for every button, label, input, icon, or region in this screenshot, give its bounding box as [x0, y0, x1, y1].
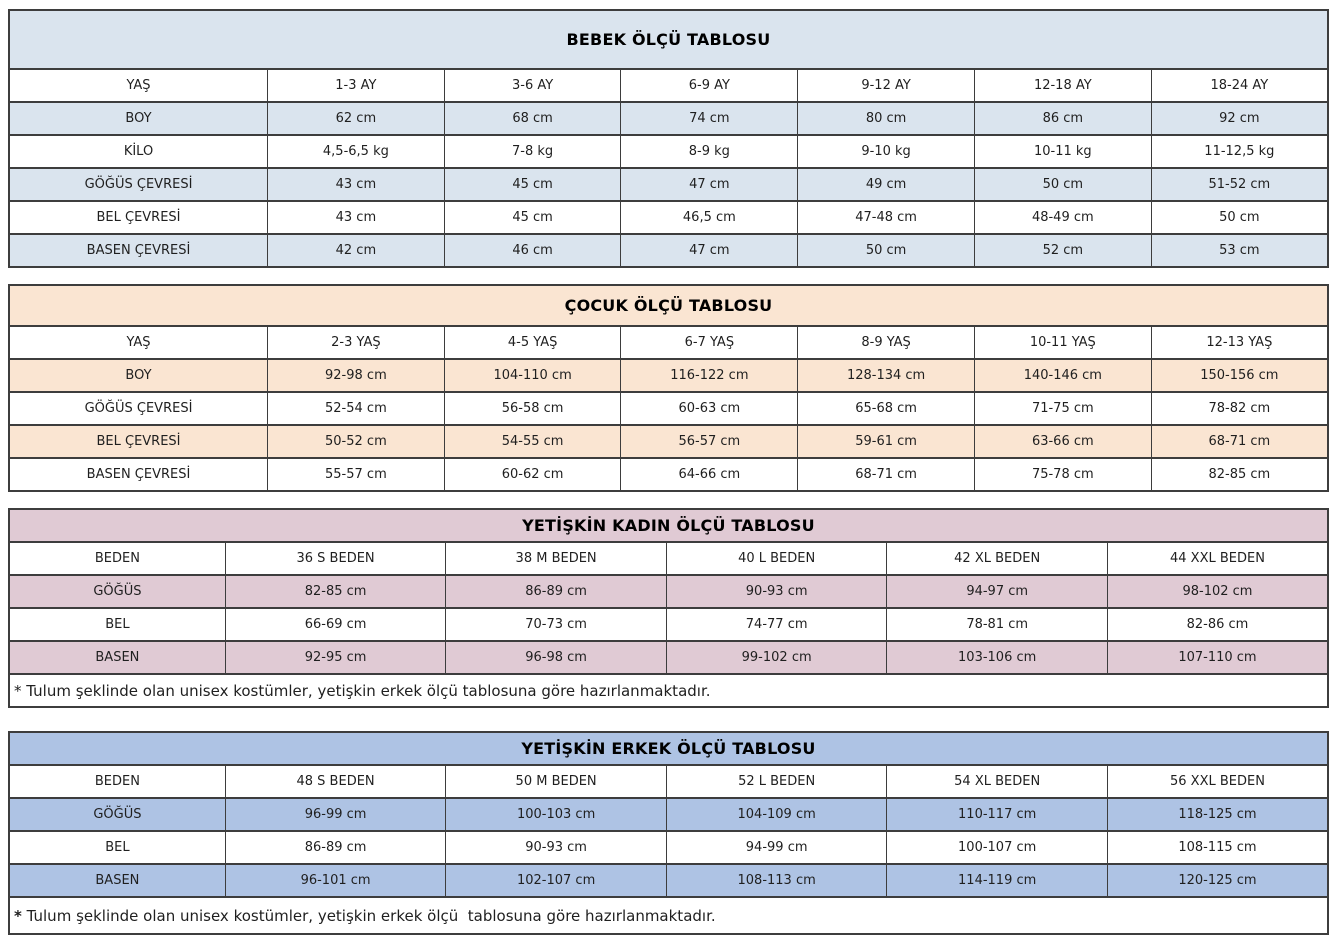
data-cell: 50 cm	[798, 234, 975, 267]
data-cell: 71-75 cm	[974, 392, 1151, 425]
data-cell: 90-93 cm	[666, 575, 887, 608]
table-row	[9, 135, 1328, 168]
data-cell: 50-52 cm	[268, 425, 445, 458]
data-cell: 54-55 cm	[444, 425, 621, 458]
column-header-row	[9, 69, 1328, 102]
column-header-cell: 18-24 AY	[1151, 69, 1328, 102]
column-header-cell: 2-3 YAŞ	[268, 326, 445, 359]
data-cell: 66-69 cm	[225, 608, 446, 641]
row-label-cell: BASEN ÇEVRESİ	[9, 458, 268, 491]
data-cell: 114-119 cm	[887, 864, 1108, 897]
data-cell: 92 cm	[1151, 102, 1328, 135]
table-row	[9, 864, 1328, 897]
data-cell: 110-117 cm	[887, 798, 1108, 831]
data-cell: 82-86 cm	[1107, 608, 1328, 641]
cocuk-olcu-table	[8, 284, 1329, 492]
table-row	[9, 359, 1328, 392]
column-header-cell: 56 XXL BEDEN	[1107, 765, 1328, 798]
note-cell	[9, 674, 1328, 707]
data-cell: 59-61 cm	[798, 425, 975, 458]
data-cell: 52 cm	[974, 234, 1151, 267]
row-label-cell: GÖĞÜS ÇEVRESİ	[9, 168, 268, 201]
table-yetiskin-kadin-olcu	[8, 508, 1329, 708]
data-cell: 68-71 cm	[798, 458, 975, 491]
column-header-cell: 3-6 AY	[444, 69, 621, 102]
data-cell: 60-63 cm	[621, 392, 798, 425]
row-label-column-header: YAŞ	[9, 69, 268, 102]
column-header-cell: 36 S BEDEN	[225, 542, 446, 575]
data-cell: 45 cm	[444, 201, 621, 234]
table-bebek-olcu	[8, 9, 1329, 268]
column-header-cell: 9-12 AY	[798, 69, 975, 102]
data-cell: 48-49 cm	[974, 201, 1151, 234]
table-row	[9, 831, 1328, 864]
data-cell: 49 cm	[798, 168, 975, 201]
data-cell: 108-113 cm	[666, 864, 887, 897]
data-cell: 92-98 cm	[268, 359, 445, 392]
data-cell: 43 cm	[268, 168, 445, 201]
table-row	[9, 425, 1328, 458]
data-cell: 98-102 cm	[1107, 575, 1328, 608]
data-cell: 68 cm	[444, 102, 621, 135]
row-label-cell: BASEN	[9, 864, 225, 897]
row-label-cell: BASEN	[9, 641, 225, 674]
data-cell: 74-77 cm	[666, 608, 887, 641]
data-cell: 7-8 kg	[444, 135, 621, 168]
row-label-column-header: BEDEN	[9, 765, 225, 798]
data-cell: 45 cm	[444, 168, 621, 201]
data-cell: 65-68 cm	[798, 392, 975, 425]
data-cell: 103-106 cm	[887, 641, 1108, 674]
column-header-cell: 4-5 YAŞ	[444, 326, 621, 359]
table-row	[9, 234, 1328, 267]
data-cell: 56-58 cm	[444, 392, 621, 425]
data-cell: 52-54 cm	[268, 392, 445, 425]
data-cell: 47 cm	[621, 234, 798, 267]
data-cell: 70-73 cm	[446, 608, 667, 641]
data-cell: 100-107 cm	[887, 831, 1108, 864]
data-cell: 104-110 cm	[444, 359, 621, 392]
column-header-cell: 48 S BEDEN	[225, 765, 446, 798]
data-cell: 51-52 cm	[1151, 168, 1328, 201]
table-title-row	[9, 509, 1328, 542]
column-header-cell: 8-9 YAŞ	[798, 326, 975, 359]
row-label-cell: GÖĞÜS	[9, 798, 225, 831]
data-cell: 96-101 cm	[225, 864, 446, 897]
row-label-cell: BEL ÇEVRESİ	[9, 201, 268, 234]
row-label-cell: GÖĞÜS ÇEVRESİ	[9, 392, 268, 425]
row-label-column-header: BEDEN	[9, 542, 225, 575]
data-cell: 94-99 cm	[666, 831, 887, 864]
data-cell: 107-110 cm	[1107, 641, 1328, 674]
data-cell: 90-93 cm	[446, 831, 667, 864]
row-label-cell: BOY	[9, 102, 268, 135]
data-cell: 74 cm	[621, 102, 798, 135]
data-cell: 4,5-6,5 kg	[268, 135, 445, 168]
note-row	[9, 897, 1328, 934]
data-cell: 104-109 cm	[666, 798, 887, 831]
table-row	[9, 392, 1328, 425]
row-label-cell: BOY	[9, 359, 268, 392]
data-cell: 120-125 cm	[1107, 864, 1328, 897]
data-cell: 46 cm	[444, 234, 621, 267]
column-header-cell: 40 L BEDEN	[666, 542, 887, 575]
data-cell: 47 cm	[621, 168, 798, 201]
data-cell: 10-11 kg	[974, 135, 1151, 168]
table-yetiskin-erkek-olcu	[8, 731, 1329, 935]
note-row	[9, 674, 1328, 707]
data-cell: 96-98 cm	[446, 641, 667, 674]
table-title: YETİŞKİN ERKEK ÖLÇÜ TABLOSU	[9, 732, 1328, 765]
row-label-column-header: YAŞ	[9, 326, 268, 359]
column-header-cell: 44 XXL BEDEN	[1107, 542, 1328, 575]
table-title: ÇOCUK ÖLÇÜ TABLOSU	[9, 285, 1328, 326]
row-label-cell: BEL ÇEVRESİ	[9, 425, 268, 458]
data-cell: 55-57 cm	[268, 458, 445, 491]
table-row	[9, 102, 1328, 135]
table-row	[9, 458, 1328, 491]
column-header-cell: 52 L BEDEN	[666, 765, 887, 798]
note-text: Tulum şeklinde olan unisex kostümler, yetişkin erkek ölçü tablosuna göre hazırlanmaktadır.	[21, 681, 711, 700]
table-row	[9, 201, 1328, 234]
table-row	[9, 168, 1328, 201]
column-header-row	[9, 326, 1328, 359]
column-header-cell: 6-9 AY	[621, 69, 798, 102]
data-cell: 42 cm	[268, 234, 445, 267]
note-marker: *	[14, 681, 22, 700]
data-cell: 82-85 cm	[225, 575, 446, 608]
data-cell: 80 cm	[798, 102, 975, 135]
column-header-cell: 6-7 YAŞ	[621, 326, 798, 359]
data-cell: 11-12,5 kg	[1151, 135, 1328, 168]
row-label-cell: BEL	[9, 608, 225, 641]
column-header-cell: 10-11 YAŞ	[974, 326, 1151, 359]
data-cell: 43 cm	[268, 201, 445, 234]
data-cell: 60-62 cm	[444, 458, 621, 491]
data-cell: 116-122 cm	[621, 359, 798, 392]
data-cell: 82-85 cm	[1151, 458, 1328, 491]
data-cell: 78-82 cm	[1151, 392, 1328, 425]
data-cell: 50 cm	[1151, 201, 1328, 234]
table-row	[9, 798, 1328, 831]
table-row	[9, 608, 1328, 641]
data-cell: 63-66 cm	[974, 425, 1151, 458]
data-cell: 75-78 cm	[974, 458, 1151, 491]
column-header-cell: 54 XL BEDEN	[887, 765, 1108, 798]
table-row	[9, 575, 1328, 608]
data-cell: 140-146 cm	[974, 359, 1151, 392]
data-cell: 128-134 cm	[798, 359, 975, 392]
column-header-cell: 38 M BEDEN	[446, 542, 667, 575]
data-cell: 99-102 cm	[666, 641, 887, 674]
data-cell: 86 cm	[974, 102, 1151, 135]
table-title-row	[9, 10, 1328, 69]
column-header-row	[9, 542, 1328, 575]
data-cell: 94-97 cm	[887, 575, 1108, 608]
note-marker: *	[14, 906, 22, 925]
data-cell: 86-89 cm	[225, 831, 446, 864]
row-label-cell: BASEN ÇEVRESİ	[9, 234, 268, 267]
data-cell: 108-115 cm	[1107, 831, 1328, 864]
column-header-cell: 1-3 AY	[268, 69, 445, 102]
data-cell: 9-10 kg	[798, 135, 975, 168]
yetiskin-kadin-olcu-table	[8, 508, 1329, 708]
bebek-olcu-table	[8, 9, 1329, 268]
data-cell: 47-48 cm	[798, 201, 975, 234]
yetiskin-erkek-olcu-table	[8, 731, 1329, 935]
data-cell: 68-71 cm	[1151, 425, 1328, 458]
data-cell: 53 cm	[1151, 234, 1328, 267]
table-cocuk-olcu	[8, 284, 1329, 492]
data-cell: 86-89 cm	[446, 575, 667, 608]
row-label-cell: BEL	[9, 831, 225, 864]
data-cell: 62 cm	[268, 102, 445, 135]
column-header-cell: 50 M BEDEN	[446, 765, 667, 798]
data-cell: 100-103 cm	[446, 798, 667, 831]
table-title: YETİŞKİN KADIN ÖLÇÜ TABLOSU	[9, 509, 1328, 542]
data-cell: 46,5 cm	[621, 201, 798, 234]
data-cell: 96-99 cm	[225, 798, 446, 831]
data-cell: 64-66 cm	[621, 458, 798, 491]
data-cell: 102-107 cm	[446, 864, 667, 897]
data-cell: 78-81 cm	[887, 608, 1108, 641]
data-cell: 92-95 cm	[225, 641, 446, 674]
column-header-cell: 42 XL BEDEN	[887, 542, 1108, 575]
table-row	[9, 641, 1328, 674]
data-cell: 56-57 cm	[621, 425, 798, 458]
column-header-cell: 12-18 AY	[974, 69, 1151, 102]
row-label-cell: GÖĞÜS	[9, 575, 225, 608]
data-cell: 8-9 kg	[621, 135, 798, 168]
row-label-cell: KİLO	[9, 135, 268, 168]
table-title: BEBEK ÖLÇÜ TABLOSU	[9, 10, 1328, 69]
table-title-row	[9, 285, 1328, 326]
data-cell: 118-125 cm	[1107, 798, 1328, 831]
note-text: Tulum şeklinde olan unisex kostümler, yetişkin erkek ölçü tablosuna göre hazırlanmaktadır.	[21, 906, 716, 925]
table-title-row	[9, 732, 1328, 765]
data-cell: 50 cm	[974, 168, 1151, 201]
column-header-row	[9, 765, 1328, 798]
column-header-cell: 12-13 YAŞ	[1151, 326, 1328, 359]
note-cell	[9, 897, 1328, 934]
data-cell: 150-156 cm	[1151, 359, 1328, 392]
